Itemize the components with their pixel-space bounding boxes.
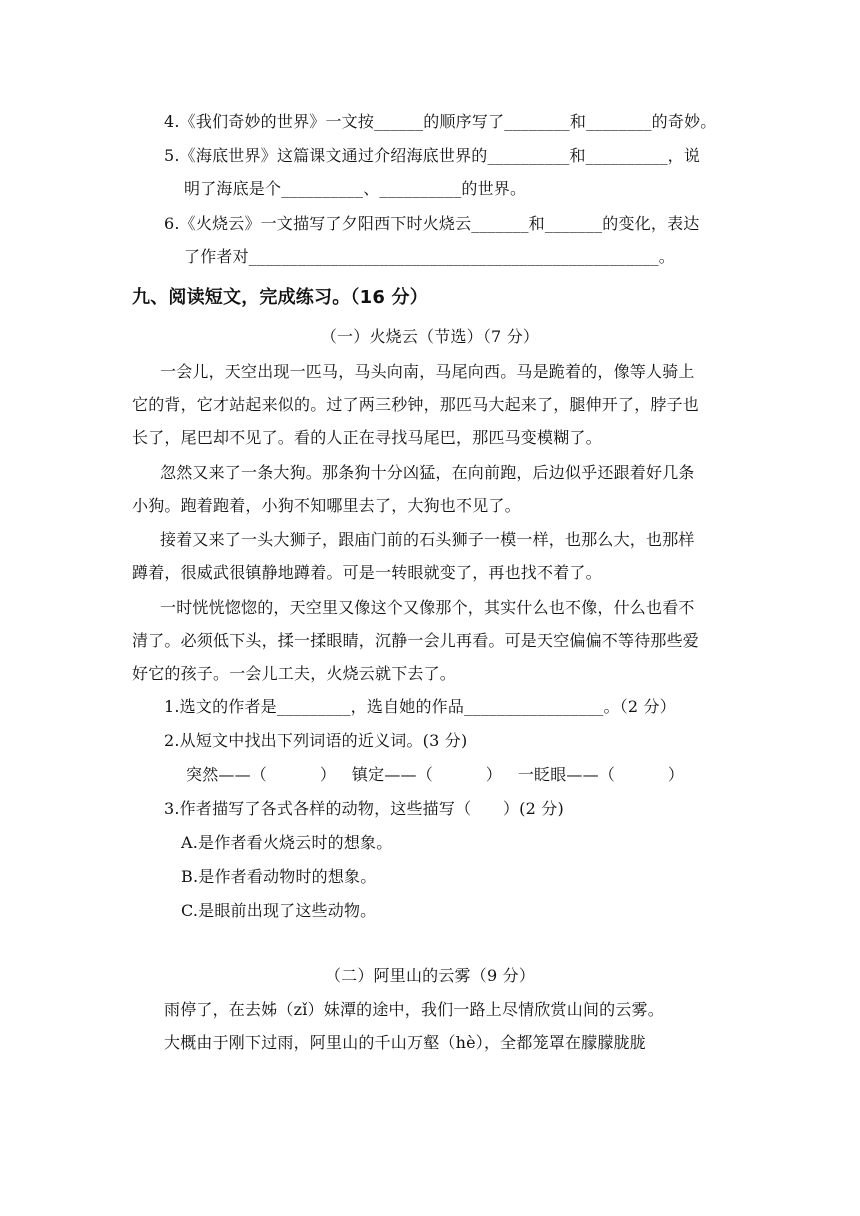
question-5-line-2: 明了海底是个__________、__________的世界。: [184, 179, 527, 198]
option-c: C.是眼前出现了这些动物。: [181, 901, 377, 920]
passage-1-line: 长了，尾巴却不见了。看的人正在寻找马尾巴，那匹马变模糊了。: [132, 428, 602, 447]
passage-1-question-3: 3.作者描写了各式各样的动物，这些描写（ ）(2 分): [164, 799, 564, 818]
option-b: B.是作者看动物时的想象。: [181, 867, 377, 886]
question-4: 4.《我们奇妙的世界》一文按______的顺序写了________和________的奇妙。: [164, 112, 717, 131]
section-9-title: 九、阅读短文，完成练习。（16 分）: [132, 287, 428, 308]
passage-1-title: （一）火烧云（节选）（7 分）: [320, 327, 540, 346]
passage-2-title: （二）阿里山的云雾（9 分）: [324, 966, 536, 985]
passage-2-line: 雨停了，在去姊（zǐ）妹潭的途中，我们一路上尽情欣赏山间的云雾。: [164, 1000, 664, 1019]
passage-1-line: 一会儿，天空出现一匹马，马头向南，马尾向西。马是跪着的，像等人骑上: [160, 362, 695, 381]
passage-1-line: 接着又来了一头大狮子，跟庙门前的石头狮子一模一样，也那么大，也那样: [160, 530, 695, 549]
passage-1-question-2: 2.从短文中找出下列词语的近义词。(3 分): [164, 731, 468, 750]
question-6-line-2: 了作者对__________________________________________________。: [184, 247, 675, 266]
passage-1-line: 忽然又来了一条大狗。那条狗十分凶猛，在向前跑，后边似乎还跟着好几条: [160, 463, 695, 482]
passage-1-line: 蹲着，很威武很镇静地蹲着。可是一转眼就变了，再也找不着了。: [132, 563, 602, 582]
question-5-line-1: 5.《海底世界》这篇课文通过介绍海底世界的__________和__________，说: [164, 146, 701, 165]
passage-1-line: 好它的孩子。一会儿工夫，火烧云就下去了。: [132, 664, 457, 683]
passage-2-line: 大概由于刚下过雨，阿里山的千山万壑（hè），全都笼罩在朦朦胧胧: [164, 1033, 646, 1052]
option-a: A.是作者看火烧云时的想象。: [181, 833, 393, 852]
passage-1-line: 它的背，它才站起来似的。过了两三秒钟，那匹马大起来了，腿伸开了，脖子也: [132, 395, 700, 414]
synonym-blanks: 突然——（ ） 镇定——（ ） 一眨眼——（ ）: [186, 765, 685, 784]
passage-1-line: 小狗。跑着跑着，小狗不知哪里去了，大狗也不见了。: [132, 496, 521, 515]
passage-1-line: 一时恍恍惚惚的，天空里又像这个又像那个，其实什么也不像，什么也看不: [160, 598, 695, 617]
passage-1-question-1: 1.选文的作者是_________，选自她的作品_________________。（2 分）: [164, 697, 676, 716]
question-6-line-1: 6.《火烧云》一文描写了夕阳西下时火烧云_______和_______的变化，表达: [164, 214, 700, 233]
passage-1-line: 清了。必须低下头，揉一揉眼睛，沉静一会儿再看。可是天空偏偏不等待那些爱: [132, 631, 700, 650]
